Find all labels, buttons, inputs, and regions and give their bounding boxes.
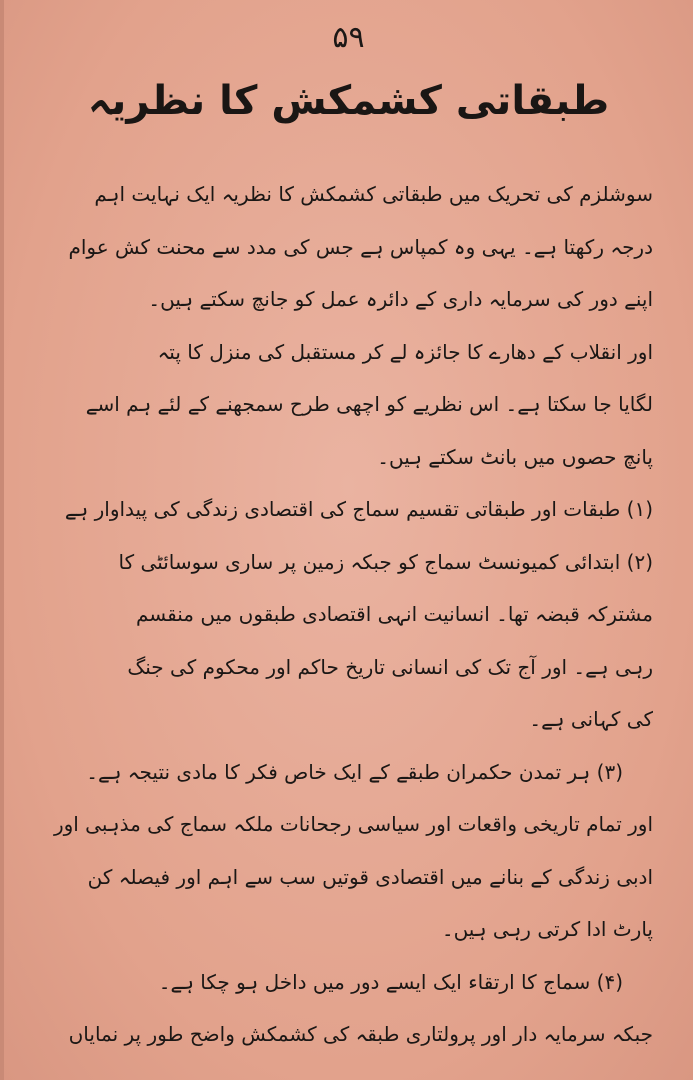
text-line: سوشلزم کی تحریک میں طبقاتی کشمکش کا نظریہ ایک نہایت اہم: [94, 182, 653, 206]
text-line: جبکہ سرمایہ دار اور پرولتاری طبقہ کی کشمکش واضح طور پر نمایاں: [68, 1022, 653, 1046]
point-1-line: (۱) طبقات اور طبقاتی تقسیم سماج کی اقتصادی زندگی کی پیداوار ہے: [64, 497, 653, 521]
text-line: پارٹ ادا کرتی رہی ہیں۔: [441, 917, 653, 941]
body-text: [40, 168, 653, 1061]
text-line: درجہ رکھتا ہے۔ یہی وہ کمپاس ہے جس کی مدد سے محنت کش عوام: [68, 234, 653, 259]
text-line: لگایا جا سکتا ہے۔ اس نظریے کو اچھی طرح سمجھنے کے لئے ہم اسے: [85, 392, 653, 416]
text-line: کی کہانی ہے۔: [529, 707, 653, 731]
point-2-line: (۲) ابتدائی کمیونسٹ سماج کو جبکہ زمین پر ساری سوسائٹی کا: [118, 549, 653, 574]
point-3-line: (۳) ہر تمدن حکمران طبقے کے ایک خاص فکر کا مادی نتیجہ ہے۔: [86, 759, 623, 784]
text-line: اور انقلاب کے دھارے کا جائزہ لے کر مستقبل کی منزل کا پتہ: [157, 339, 653, 364]
text-line: پانچ حصوں میں بانٹ سکتے ہیں۔: [377, 444, 653, 469]
text-line: اور تمام تاریخی واقعات اور سیاسی رجحانات ملکہ سماج کی مذہبی اور: [53, 812, 653, 836]
text-line: رہی ہے۔ اور آج تک کی انسانی تاریخ حاکم اور محکوم کی جنگ: [127, 654, 653, 679]
text-line: مشترکہ قبضہ تھا۔ انسانیت انہی اقتصادی طبقوں میں منقسم: [135, 602, 653, 626]
page-number: ۵۹: [332, 20, 365, 55]
point-4-line: (۴) سماج کا ارتقاء ایک ایسے دور میں داخل ہو چکا ہے۔: [158, 969, 623, 994]
page-title: طبقاتی کشمکش کا نظریہ: [87, 78, 610, 124]
text-line: اپنے دور کی سرمایہ داری کے دائرہ عمل کو جانچ سکتے ہیں۔: [148, 287, 653, 311]
text-line: ادبی زندگی کے بنانے میں اقتصادی قوتیں سب سے اہم اور فیصلہ کن: [87, 864, 653, 889]
